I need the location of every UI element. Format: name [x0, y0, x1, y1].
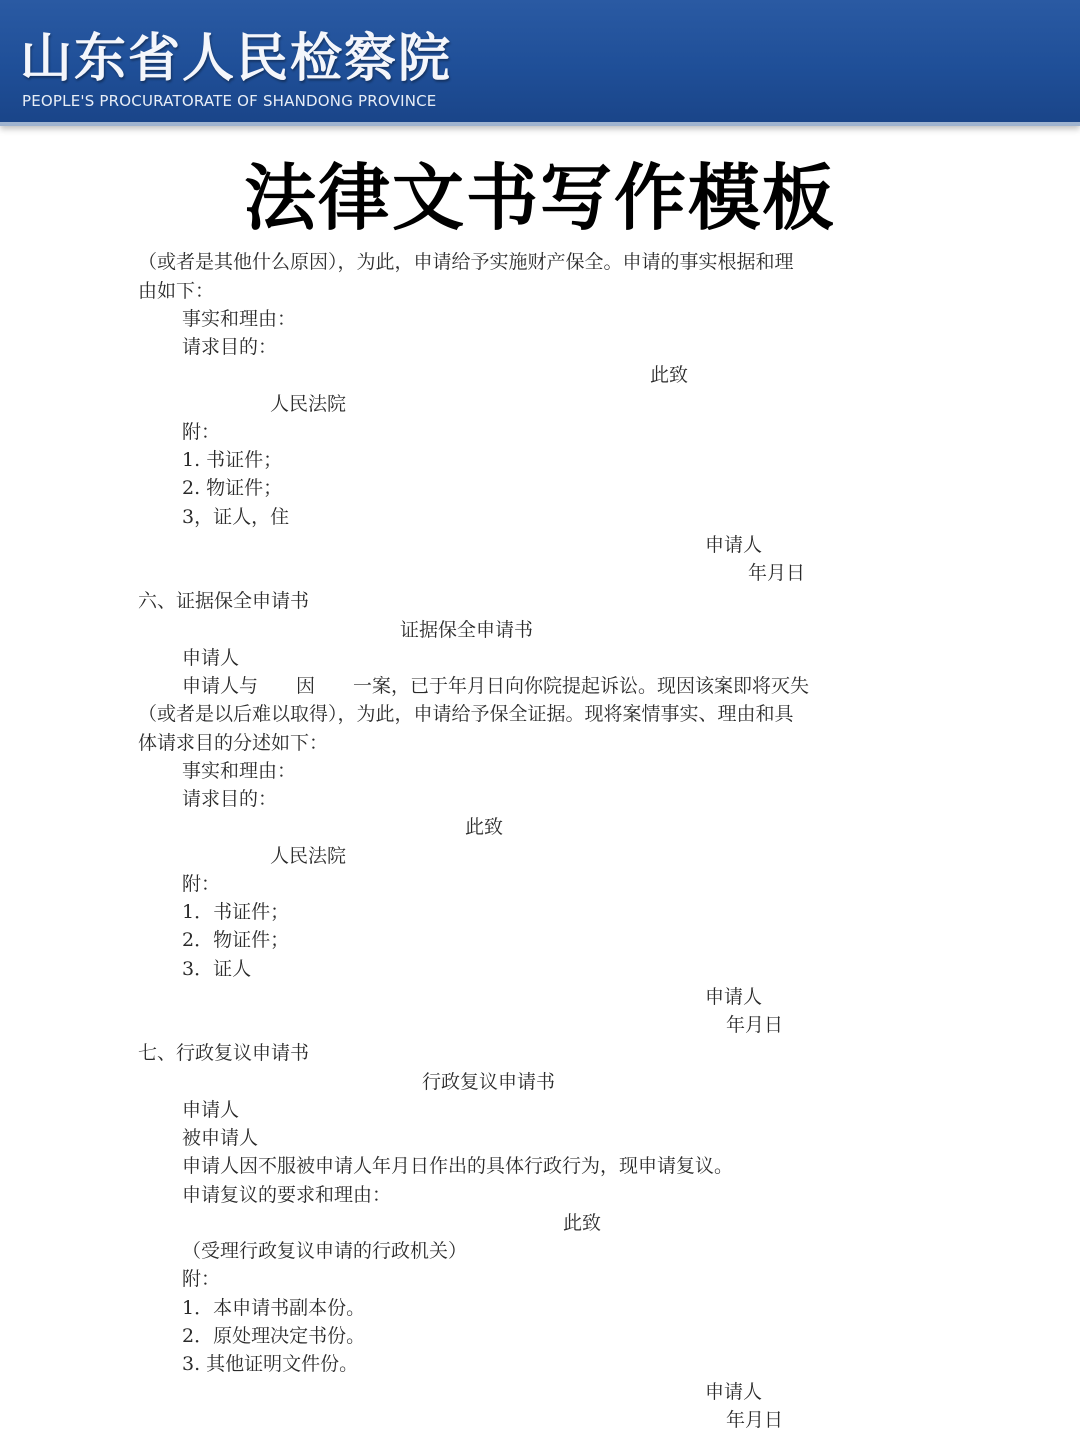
text-line: 人民法院	[270, 845, 347, 867]
text-line: 2．物证件；	[182, 929, 290, 951]
text-line: 请求目的：	[182, 788, 278, 810]
text-line: 申请人因不服被申请人年月日作出的具体行政行为，现申请复议。	[182, 1155, 734, 1177]
org-name: 山东省人民检察院	[20, 28, 453, 89]
text-line: 事实和理由：	[182, 308, 297, 330]
text-line: 3，证人，住	[182, 506, 290, 528]
text-line: 人民法院	[270, 393, 347, 415]
text-line: 行政复议申请书	[422, 1071, 556, 1093]
text-line: 体请求目的分述如下：	[138, 732, 329, 754]
text-line: 被申请人	[182, 1127, 259, 1149]
text-line: （受理行政复议申请的行政机关）	[182, 1240, 468, 1262]
text-line: 申请人	[705, 534, 763, 556]
document-title: 法律文书写作模板	[243, 155, 836, 240]
header-banner	[0, 0, 1080, 126]
text-line: 请求目的：	[182, 336, 278, 358]
text-line: 申请人	[705, 1381, 763, 1403]
section-heading: 六、证据保全申请书	[138, 590, 310, 612]
text-line: 2. 物证件；	[182, 477, 283, 499]
org-name-en: PEOPLE'S PROCURATORATE OF SHANDONG PROVINCE	[22, 92, 437, 110]
text-line: 申请复议的要求和理由：	[182, 1184, 392, 1206]
text-line: 此致	[465, 816, 504, 838]
text-line: 申请人	[705, 986, 763, 1008]
text-line: 3．证人	[182, 958, 252, 980]
text-line: （或者是以后难以取得），为此，申请给予保全证据。现将案情事实、理由和具	[138, 703, 794, 725]
text-line: 此致	[563, 1212, 602, 1234]
text-line: 2．原处理决定书份。	[182, 1325, 366, 1347]
text-line: 证据保全申请书	[400, 619, 534, 641]
text-line: 年月日	[726, 1409, 784, 1431]
text-line: 附：	[182, 873, 221, 895]
text-line: 1. 书证件；	[182, 449, 283, 471]
text-line: 附：	[182, 1268, 221, 1290]
text-line: 附：	[182, 421, 221, 443]
text-line: 由如下：	[138, 280, 215, 302]
text-line: 1．本申请书副本份。	[182, 1297, 366, 1319]
text-line: 3. 其他证明文件份。	[182, 1353, 359, 1375]
text-line: 申请人与 因 一案，已于年月日向你院提起诉讼。现因该案即将灭失	[182, 675, 810, 697]
text-line: 申请人	[182, 647, 240, 669]
text-line: 申请人	[182, 1099, 240, 1121]
text-line: 1．书证件；	[182, 901, 290, 923]
text-line: 事实和理由：	[182, 760, 297, 782]
text-line: 此致	[650, 364, 689, 386]
section-heading: 七、行政复议申请书	[138, 1042, 310, 1064]
text-line: （或者是其他什么原因），为此，申请给予实施财产保全。申请的事实根据和理	[138, 251, 794, 273]
text-line: 年月日	[726, 1014, 784, 1036]
text-line: 年月日	[748, 562, 806, 584]
